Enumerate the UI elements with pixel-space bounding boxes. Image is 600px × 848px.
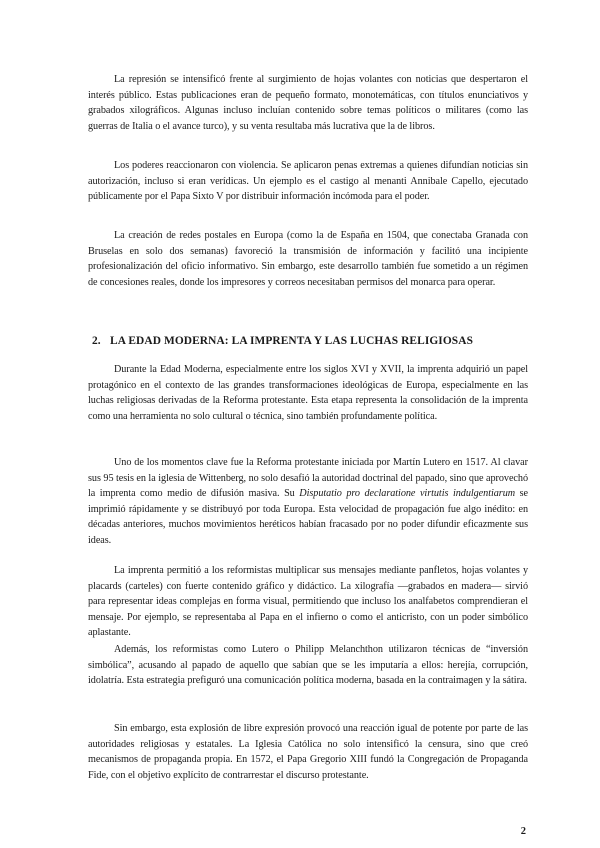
italic-title: Disputatio pro declaratione virtutis indulgentiarum [299,488,516,500]
paragraph-inversion-simbolica: Además, los reformistas como Lutero o Philipp Melanchthon utilizaron técnicas de “inversión simbólica”, acusando al papado de aquello que sabían que se les imputaría a ellos: herejía, corrupción, idolatría. Esta estrategia prefiguró una comunicación política moderna, basada en la contraimagen y la sátira. [88,644,528,687]
paragraph-panfletos: La imprenta permitió a los reformistas multiplicar sus mensajes mediante panfletos, hojas volantes y placards (carteles) con fuerte contenido gráfico y didáctico. La xilografía —grabados en madera— sirvió para representar ideas complejas en forma visual, permitiendo que incluso los analfabetos comprendieran el mensaje. Por ejemplo, se representaba al Papa en el infierno o como el anticristo, con un poder simbólico aplastante. [88,565,528,639]
paragraph-hojas-volantes: La represión se intensificó frente al surgimiento de hojas volantes con noticias que despertaron el interés público. Estas publicaciones eran de pequeño formato, monotemáticas, con títulos enunciativos y grabados xilográficos. Algunas incluso incluían contenido sobre temas políticos o militares (como las guerras de Italia o el avance turco), y su venta resultaba más lucrativa que la de libros. [88,74,528,132]
page-number: 2 [520,826,526,837]
paragraph-redes-postales: La creación de redes postales en Europa (como la de España en 1504, que conectaba Granada con Bruselas en solo dos semanas) favoreció la transmisión de información y facilitó una incipiente profesionalización del oficio informativo. Sin embargo, este desarrollo también fue sometido a un régimen de concesiones reales, donde los impresores y correos necesitaban permisos del monarca para operar. [88,230,528,288]
paragraph-reforma-text-start: Uno de los momentos clave fue la Reforma protestante iniciada por Martín Lutero en 1517. Al clavar sus 95 tesis en la iglesia de Wittenberg, no solo desafió la autoridad doctrinal del papado, sino que aprovechó la imprenta como medio de difusión masiva. Su [88,457,528,500]
paragraph-violencia: Los poderes reaccionaron con violencia. Se aplicaron penas extremas a quienes difundían noticias sin autorización, incluso si eran verídicas. Un ejemplo es el castigo al menanti Annibale Capello, ejecutado públicamente por el Papa Sixto V por distribuir información incómoda para el poder. [88,160,528,203]
section-number: 2. [92,335,101,347]
paragraph-reforma [88,455,528,549]
paragraph-censura: Sin embargo, esta explosión de libre expresión provocó una reacción igual de potente por parte de las autoridades religiosas y estatales. La Iglesia Católica no solo intensificó la censura, sino que creó mecanismos de propaganda propia. En 1572, el Papa Gregorio XIII fundó la Congregación de Propaganda Fide, con el objetivo explícito de contrarrestar el discurso protestante. [88,723,528,781]
paragraph-edad-moderna: Durante la Edad Moderna, especialmente entre los siglos XVI y XVII, la imprenta adquirió un papel protagónico en el contexto de las grandes transformaciones ideológicas de Europa, especialmente en las luchas religiosas derivadas de la Reforma protestante. Esta etapa representa la consolidación de la imprenta como una herramienta no solo cultural o técnica, sino también profundamente política. [88,364,528,422]
section-heading [92,335,473,347]
paragraph-reforma-text-end: se imprimió rápidamente y se distribuyó por toda Europa. Esta velocidad de propagación fue algo inédito: en décadas anteriores, muchos movimientos heréticos habían fracasado por no poder difundir eficazmente sus ideas. [88,488,529,546]
section-title: LA EDAD MODERNA: LA IMPRENTA Y LAS LUCHAS RELIGIOSAS [110,335,474,347]
